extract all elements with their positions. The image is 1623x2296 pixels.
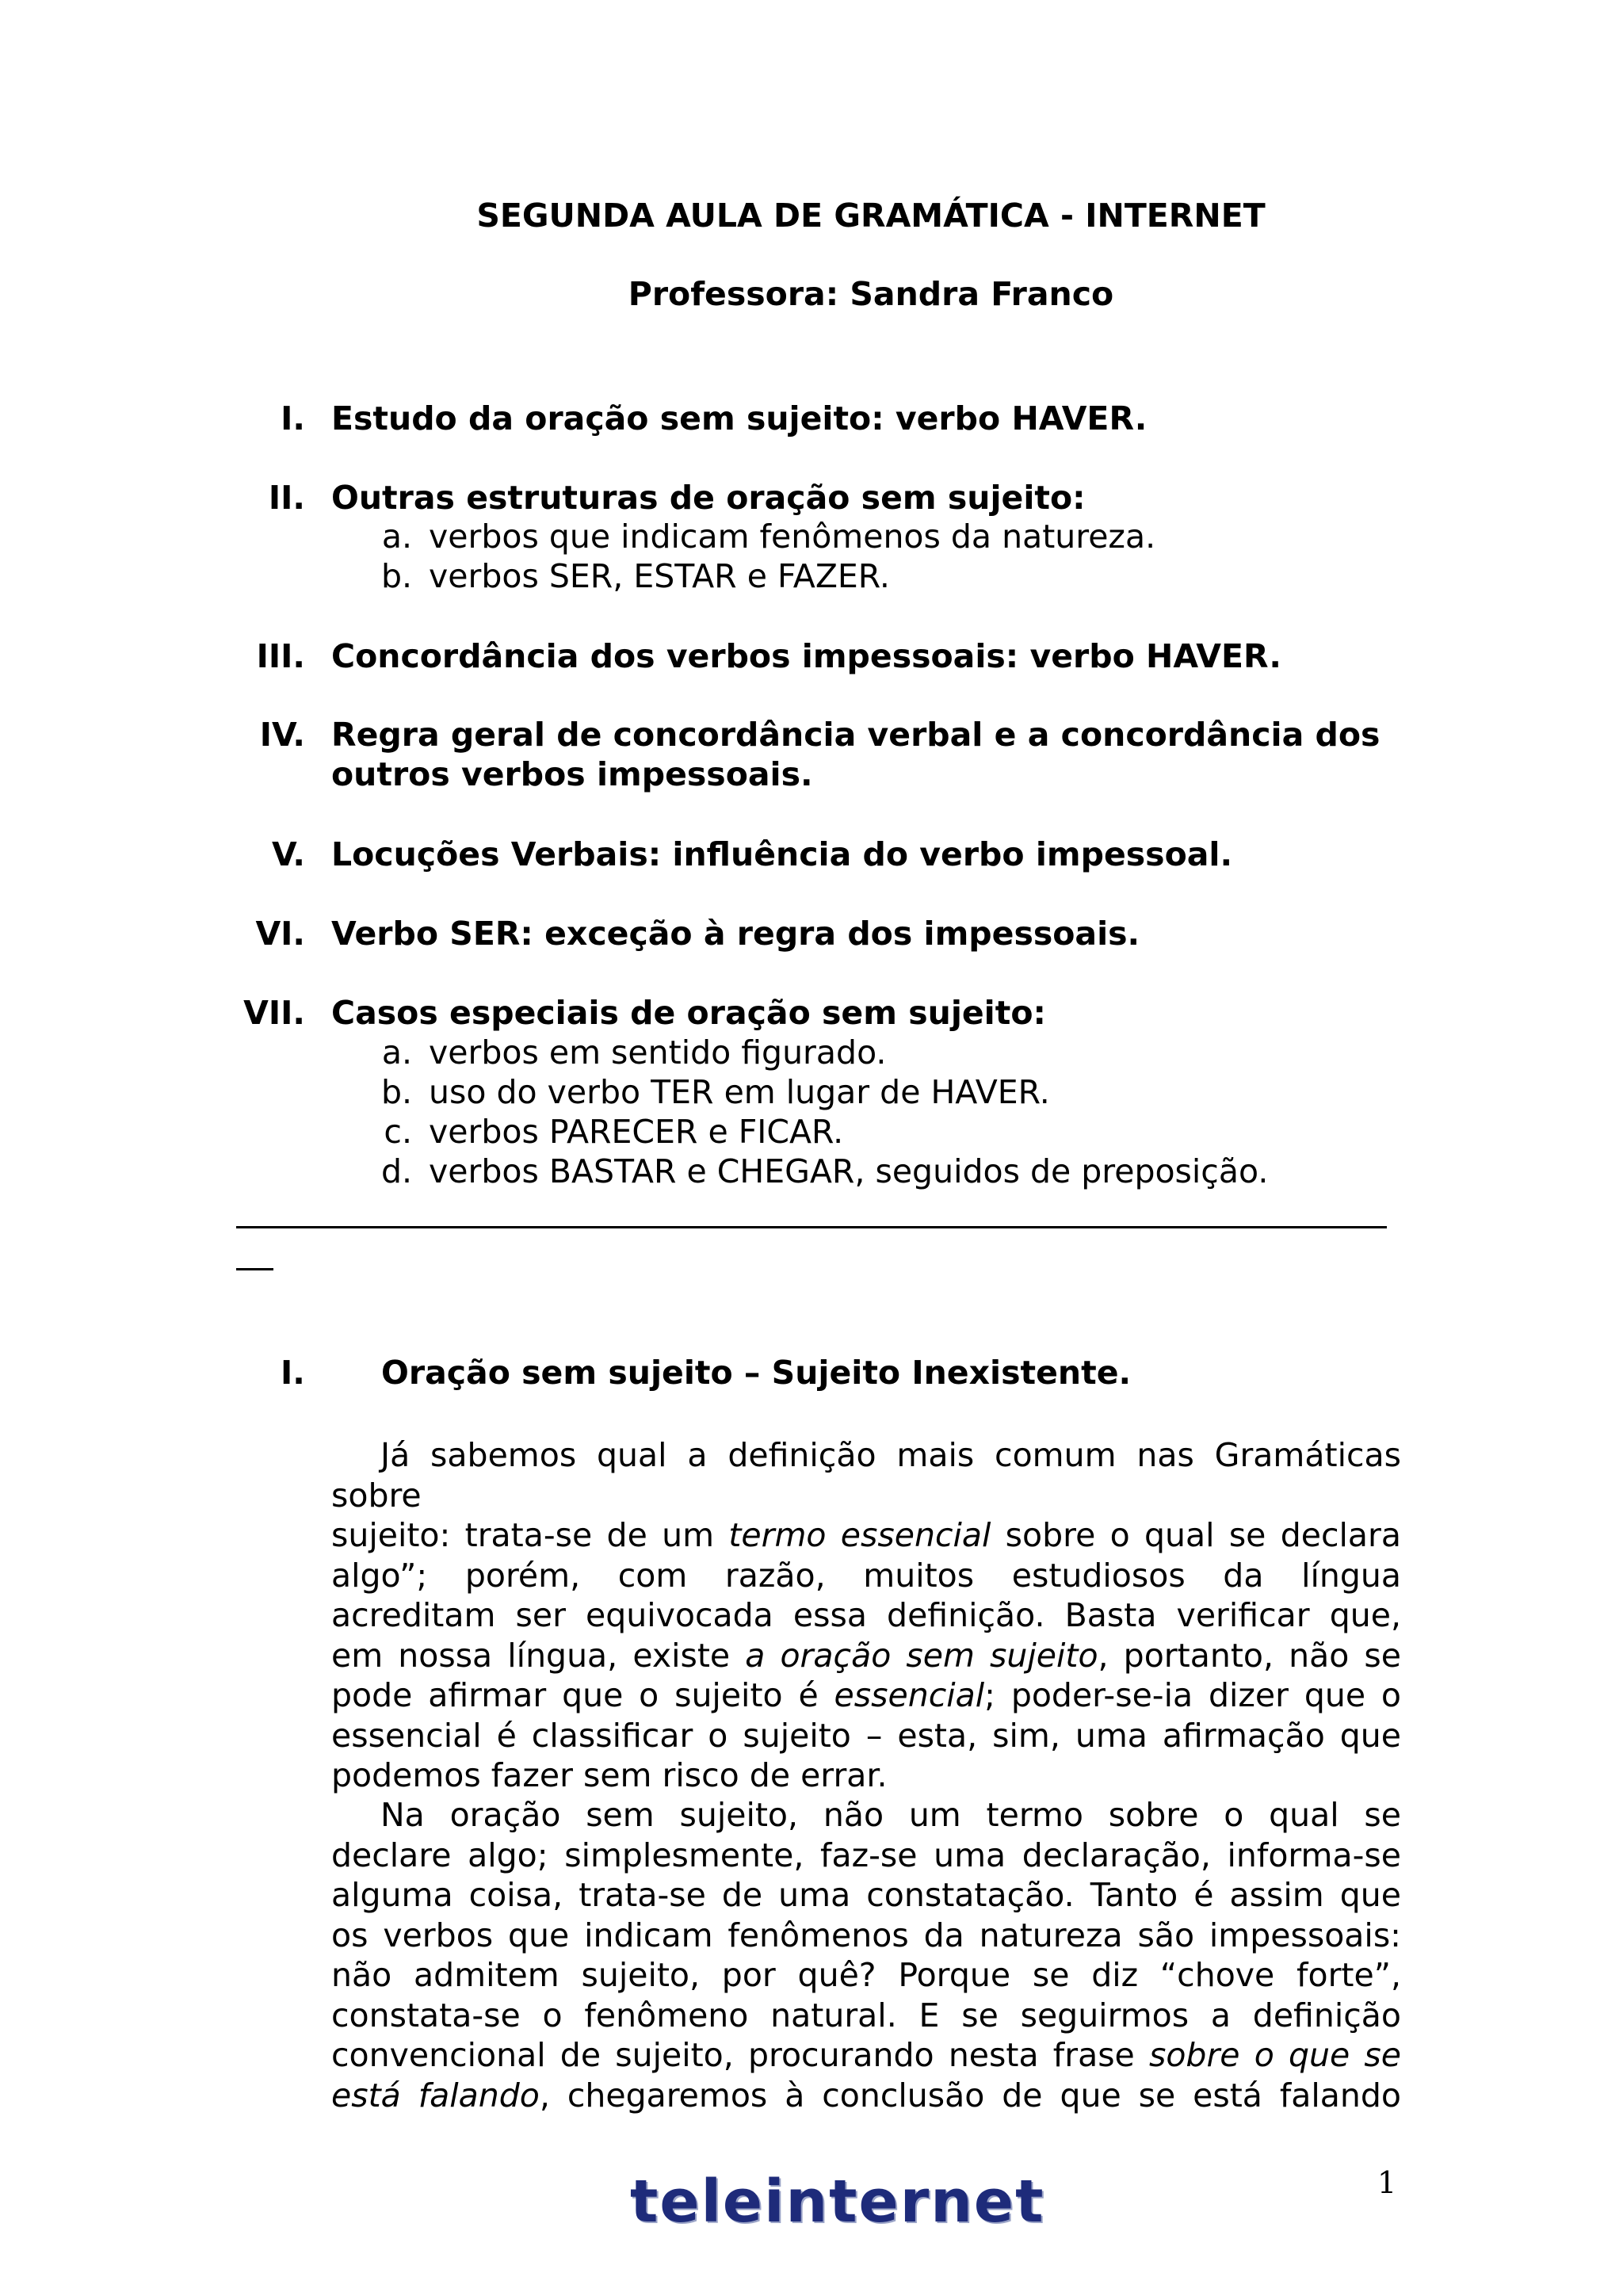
text-line: , portanto, não se	[1098, 1636, 1402, 1675]
text-line: sobre o qual se declara	[991, 1516, 1401, 1554]
text-line: alguma coisa, trata-se de uma constatação. Tanto é assim que	[331, 1876, 1401, 1914]
text-line: não admitem sujeito, por quê? Porque se diz “chove forte”,	[331, 1956, 1401, 1994]
toc-text: Locuções Verbais: influência do verbo impessoal.	[331, 835, 1233, 873]
text-line: sujeito: trata-se de um	[331, 1516, 729, 1554]
text-line: declare algo; simplesmente, faz-se uma declaração, informa-se	[331, 1836, 1401, 1874]
horizontal-rule	[236, 1226, 1387, 1228]
text-line: constata-se o fenômeno natural. E se seguirmos a definição	[331, 1996, 1401, 2034]
section-number: I.	[281, 1354, 305, 1392]
emphasis: essencial	[834, 1676, 985, 1714]
toc-number: V.	[271, 835, 305, 873]
toc-text: Casos especiais de oração sem sujeito:	[331, 994, 1046, 1032]
toc-text: outros verbos impessoais.	[331, 755, 813, 793]
teacher-name: Professora: Sandra Franco	[628, 275, 1114, 313]
page-number: 1	[1377, 2165, 1397, 2200]
paragraph-2	[331, 1795, 1401, 2115]
subitem-text: uso do verbo TER em lugar de HAVER.	[429, 1073, 1050, 1111]
section-title: Oração sem sujeito – Sujeito Inexistente.	[381, 1354, 1132, 1392]
horizontal-rule-short	[236, 1268, 273, 1270]
subitem-letter: a.	[381, 518, 412, 556]
subitem-text: verbos SER, ESTAR e FAZER.	[429, 557, 890, 595]
text-line: essencial é classificar o sujeito – esta, sim, uma afirmação que	[331, 1716, 1401, 1755]
toc-text: Estudo da oração sem sujeito: verbo HAVER.	[331, 399, 1148, 437]
subitem-letter: a.	[381, 1033, 412, 1072]
logo-part: tele	[630, 2168, 765, 2236]
document-title: SEGUNDA AULA DE GRAMÁTICA - INTERNET	[476, 197, 1266, 235]
emphasis: está falando	[331, 2076, 540, 2115]
text-line: sobre	[331, 1476, 422, 1515]
text-line: Na oração sem sujeito, não um termo sobre o qual se	[380, 1796, 1401, 1834]
subitem-letter: d.	[380, 1152, 412, 1190]
toc-text: Concordância dos verbos impessoais: verbo HAVER.	[331, 637, 1281, 675]
toc-text: Verbo SER: exceção à regra dos impessoais.	[331, 915, 1140, 953]
toc-number: I.	[281, 399, 305, 437]
emphasis: sobre o que se	[1148, 2036, 1401, 2074]
toc-number: VII.	[243, 994, 305, 1032]
text-line: em nossa língua, existe	[331, 1636, 746, 1675]
text-line: algo”; porém, com razão, muitos estudiosos da língua	[331, 1556, 1401, 1595]
toc-number: IV.	[259, 716, 305, 754]
subitem-text: verbos que indicam fenômenos da natureza.	[429, 518, 1156, 556]
text-line: convencional de sujeito, procurando nesta frase	[331, 2036, 1149, 2074]
subitem-letter: b.	[380, 1073, 412, 1111]
toc-text: Regra geral de concordância verbal e a concordância dos	[331, 716, 1381, 754]
teleinternet-logo	[630, 2168, 1044, 2236]
logo-part: internet	[764, 2168, 1045, 2236]
text-line: pode afirmar que o sujeito é	[331, 1676, 834, 1714]
subitem-text: verbos em sentido figurado.	[429, 1033, 887, 1072]
toc-number: II.	[268, 479, 305, 517]
text-line: , chegaremos à conclusão de que se está falando	[539, 2076, 1401, 2115]
paragraph-1	[331, 1435, 1401, 1796]
text-line: acreditam ser equivocada essa definição. Basta verificar que,	[331, 1596, 1401, 1634]
toc-number: VI.	[255, 915, 305, 953]
subitem-letter: b.	[380, 557, 412, 595]
toc-text: Outras estruturas de oração sem sujeito:	[331, 479, 1086, 517]
toc-number: III.	[256, 637, 305, 675]
emphasis: a oração sem sujeito	[745, 1636, 1098, 1675]
text-line: ; poder-se-ia dizer que o	[984, 1676, 1401, 1714]
subitem-text: verbos PARECER e FICAR.	[429, 1113, 844, 1151]
text-line: os verbos que indicam fenômenos da natureza são impessoais:	[331, 1916, 1401, 1954]
subitem-letter: c.	[384, 1113, 412, 1151]
text-line: podemos fazer sem risco de errar.	[331, 1756, 888, 1794]
emphasis: termo essencial	[728, 1516, 991, 1554]
text-line: Já sabemos qual a definição mais comum nas Gramáticas	[380, 1436, 1401, 1474]
subitem-text: verbos BASTAR e CHEGAR, seguidos de preposição.	[429, 1152, 1269, 1190]
